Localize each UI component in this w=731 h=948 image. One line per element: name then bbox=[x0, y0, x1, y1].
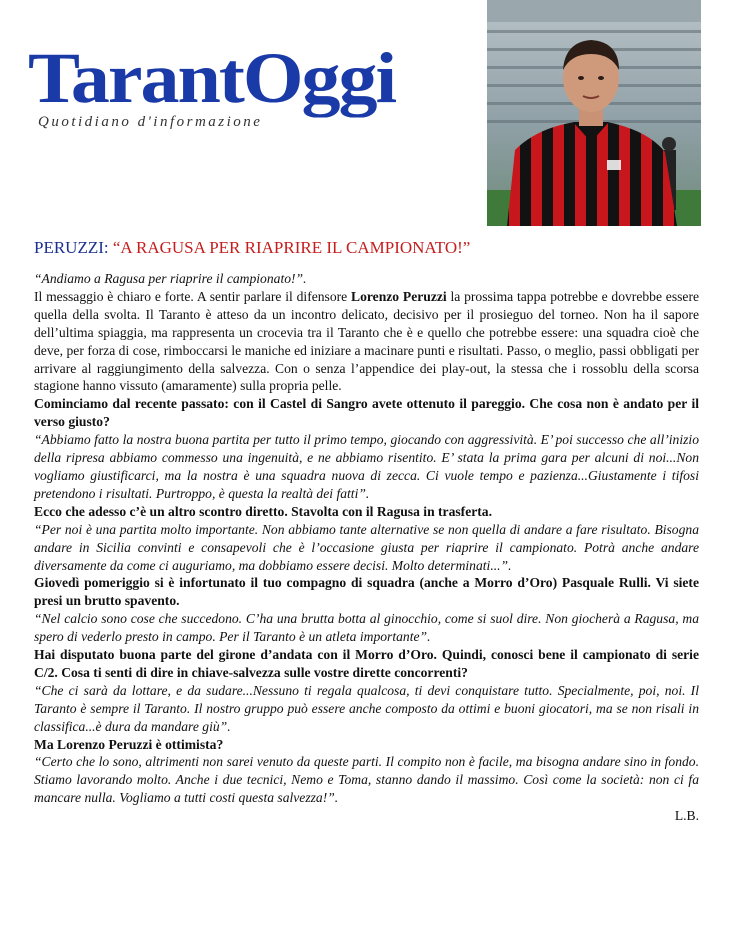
interview-question: Giovedì pomeriggio si è infortunato il tuo compagno di squadra (anche a Morro d’Oro) Pasquale Rulli. Vi siete presi un brutto spavento. bbox=[34, 575, 699, 609]
player-photo-image bbox=[487, 0, 701, 226]
interview-question: Cominciamo dal recente passato: con il Castel di Sangro avete ottenuto il pareggio. Che cosa non è andato per il verso giusto? bbox=[34, 396, 699, 430]
logo-wordmark: TarantOggi bbox=[28, 37, 396, 118]
interview-answer: “Abbiamo fatto la nostra buona partita per tutto il primo tempo, giocando con aggressività. E’ poi successo che all’inizio della ripresa abbiamo commesso una ingenuità, e ne abbiamo risentito. E’ stata la prima gara per alcuni di noi...Non vogliamo giustificarci, ma la nostra è una squadra nuova di zecca. Ci vuole tempo e pazienza...Giustamente i tifosi pretendono i risultati. Purtroppo, è questa la realtà dei fatti”. bbox=[34, 432, 699, 501]
article-headline bbox=[34, 238, 470, 258]
masthead-logo bbox=[28, 37, 486, 138]
intro-text-before: Il messaggio è chiaro e forte. A sentir parlare il difensore bbox=[34, 288, 352, 304]
author-signature: L.B. bbox=[674, 808, 699, 824]
logo-tagline: Quotidiano d'informazione bbox=[38, 114, 263, 130]
interview-question: Ecco che adesso c’è un altro scontro diretto. Stavolta con il Ragusa in trasferta. bbox=[34, 503, 492, 519]
headline-name: PERUZZI: bbox=[34, 238, 109, 257]
interview-answer: “Per noi è una partita molto importante. Non abbiamo tante alternative se non quella di andare a fare risultato. Bisogna andare in Sicilia convinti e consapevoli che è l’occasione giusta per riaprire il campionato. Potrà anche andare diversamente da come ci auguriamo, ma dobbiamo essere decisi. Molto determinati...”. bbox=[34, 521, 699, 573]
intro-text-after: la prossima tappa potrebbe e dovrebbe essere quella della svolta. Il Taranto è atteso da un incontro delicato, decisivo per il prosieguo del torneo. Non ha il sapore dell’ultima spiaggia, ma rappresenta un crocevia tra il Taranto che è e quello che potrebbe essere: una squadra cioè che deve, per forza di cose, rimboccarsi le maniche ed iniziare a macinare punti e risultati. Passo, o meglio, passi obbligati per arrivare al raggiungimento della salvezza. Con o senza l’appendice dei play-out, la stessa che i rossoblu della scorsa stagione hanno vissuto (amaramente) sulla propria pelle. bbox=[34, 288, 700, 394]
interview-answer: “Che ci sarà da lottare, e da sudare...Nessuno ti regala qualcosa, ti devi conquistare tutto. Specialmente, poi, noi. Il Taranto è sempre il Taranto. Il nostro gruppo può essere anche composto da ottimi e buoni giocatori, ma se non risali in classifica...è dura da mandare giù”. bbox=[34, 682, 699, 734]
intro-paragraph bbox=[34, 288, 699, 395]
intro-player-name: Lorenzo Peruzzi bbox=[351, 288, 447, 304]
interview-answer: “Certo che lo sono, altrimenti non sarei venuto da queste parti. Il compito non è facile, ma bisogna andare sino in fondo. Stiamo lavorando molto. Anche i due tecnici, Nemo e Toma, stanno dando il massimo. Così come la società: non ci fa mancare nulla. Vogliamo a tutti costi questa salvezza!”. bbox=[34, 754, 699, 806]
article-body bbox=[34, 270, 699, 825]
interview-answer: “Nel calcio sono cose che succedono. C’ha una brutta botta al ginocchio, come si suol dire. Non giocherà a Ragusa, ma spero di vederlo presto in campo. Per il Taranto è un atleta importante”. bbox=[34, 611, 699, 645]
interview-question: Ma Lorenzo Peruzzi è ottimista? bbox=[34, 736, 224, 752]
player-photo bbox=[487, 0, 701, 226]
headline-quote: “A RAGUSA PER RIAPRIRE IL CAMPIONATO!” bbox=[112, 238, 471, 257]
lead-quote: “Andiamo a Ragusa per riaprire il campionato!”. bbox=[34, 271, 307, 286]
interview-question: Hai disputato buona parte del girone d’andata con il Morro d’Oro. Quindi, conosci bene il campionato di serie C/2. Cosa ti senti di dire in chiave-salvezza sulle vostre dirette concorrenti? bbox=[34, 647, 699, 680]
